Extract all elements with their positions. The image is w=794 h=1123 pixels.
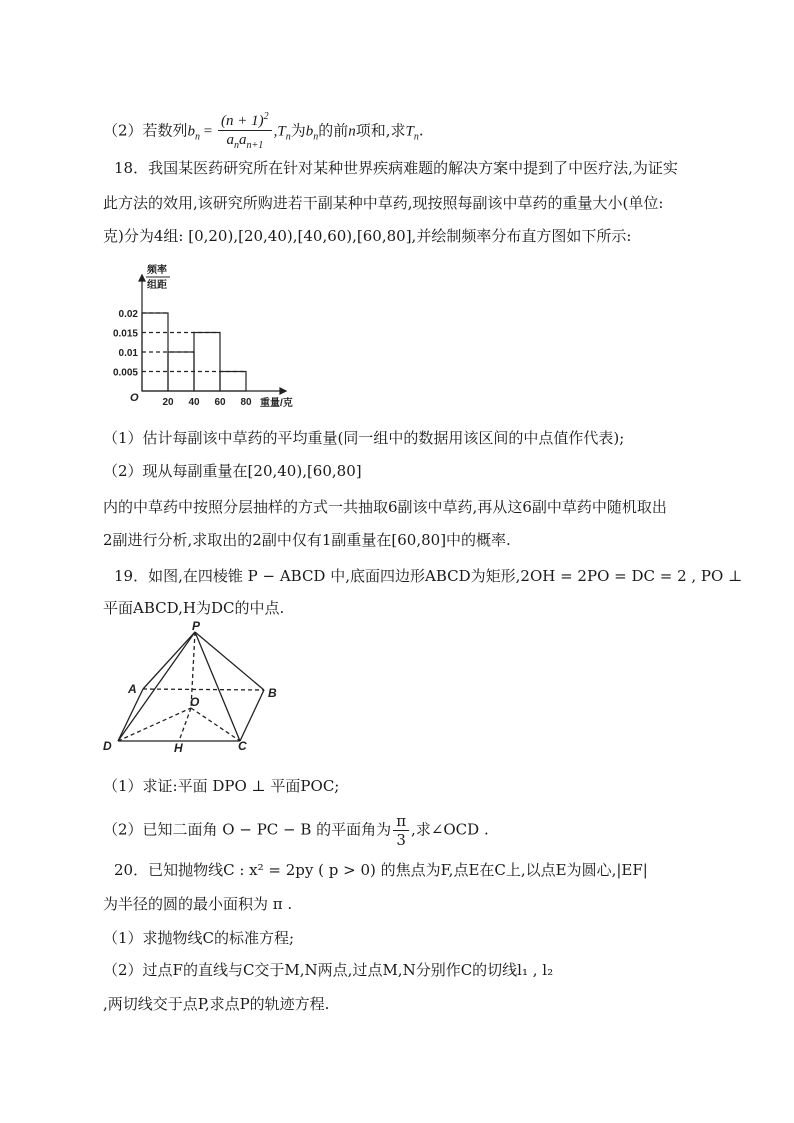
label-C: C [238, 739, 247, 753]
b-var: b [187, 123, 196, 140]
edge-PC [195, 632, 240, 741]
q18-line1: 18．我国某医药研究所在针对某种世界疾病难题的解决方案中提到了中医疗法,为证实 [114, 159, 678, 177]
label-O: O [190, 695, 200, 709]
q18-line3: 克)分为4组: [0,20),[20,40),[40,60),[60,80],并绘制频率分布直方图如下所示: [103, 227, 632, 245]
num-exp: 2 [263, 111, 269, 122]
q18-line2: 此方法的效用,该研究所购进若干副某种中草药,现按照每副该中草药的重量大小(单位: [103, 194, 664, 212]
q19-part2-suffix: ,求∠OCD . [411, 820, 489, 839]
y-axis-arrow [139, 275, 145, 281]
xlabel: 重量/克 [260, 398, 293, 409]
edge-AB [143, 689, 264, 690]
label-H: H [174, 741, 183, 755]
ylabel-bottom: 组距 [147, 280, 167, 291]
t-sub: n [285, 131, 291, 143]
q19-part2-prefix: （2）已知二面角 O − PC − B 的平面角为 [103, 820, 392, 839]
edge-PA [143, 632, 195, 689]
xtick-label: 80 [240, 397, 252, 408]
label-D: D [103, 739, 112, 753]
q19-part1: （1）求证:平面 DPO ⊥ 平面POC; [103, 777, 340, 795]
x-axis-arrow [280, 388, 286, 394]
xtick-label: 20 [162, 397, 174, 408]
label-B: B [268, 686, 277, 700]
fraction [218, 108, 272, 155]
num-text: (n + 1) [221, 113, 264, 129]
label-P: P [192, 620, 201, 633]
q18-line4: 内的中草药中按照分层抽样的方式一共抽取6副该中草药,再从这6副中草药中随机取出 [103, 498, 667, 516]
xtick-label: 40 [188, 397, 200, 408]
den-a1: a [226, 132, 234, 148]
pi-num: π [393, 812, 409, 831]
edge-PB [195, 632, 264, 690]
edge-AD [118, 689, 143, 741]
t-end-sub: n [413, 131, 419, 143]
q20-line1: 20．已知抛物线C : x² = 2py ( p > 0) 的焦点为F,点E在C上,以点E为圆心,|EF| [114, 861, 648, 879]
pyramid-figure [98, 620, 298, 755]
wei: 为 [290, 121, 306, 140]
den-sub2: n+1 [246, 140, 264, 151]
pi-den: 3 [396, 831, 406, 849]
de-qian: 的前 [318, 121, 349, 140]
t-var: ,T [273, 123, 286, 140]
histogram-chart [100, 255, 340, 415]
eq-sign: = [200, 123, 217, 140]
n-var: n [348, 123, 356, 140]
q20-line3: ,两切线交于点P,求点P的轨迹方程. [103, 995, 330, 1013]
q19-part2 [103, 812, 489, 849]
q18-line5: 2副进行分析,求取出的2副中仅有1副重量在[60,80]中的概率. [103, 531, 511, 549]
bar-4 [220, 372, 246, 392]
den-a2: a [238, 132, 247, 148]
label-A: A [128, 682, 137, 696]
b-var-2: b [305, 123, 314, 140]
q18-part1: （1）估计每副该中草药的平均重量(同一组中的数据用该区间的中点值作代表); [103, 429, 625, 447]
q18-part2: （2）现从每副重量在[20,40),[60,80] [103, 462, 362, 480]
ytick-label: 0.005 [112, 367, 138, 379]
pi-over-3 [393, 812, 409, 849]
ytick-label: 0.02 [118, 309, 138, 320]
den-sub1: n [233, 140, 239, 151]
t-end: T [405, 123, 414, 140]
xtick-label: 60 [214, 397, 226, 408]
origin-label: O [130, 392, 139, 404]
ylabel-top: 频率 [147, 265, 167, 276]
edge-OH [179, 708, 191, 741]
q19-line1: 19．如图,在四棱锥 P − ABCD 中,底面四边形ABCD为矩形,2OH = 2PO = DC = 2 , PO ⊥ [114, 567, 743, 585]
end-dot: . [418, 121, 424, 140]
bar-3 [194, 333, 220, 392]
q17-part2 [103, 108, 424, 155]
edge-CB [240, 690, 264, 741]
q19-line2: 平面ABCD,H为DC的中点. [103, 599, 285, 617]
b-sub: n [195, 131, 201, 143]
q17-part2-prefix: （2）若数列 [103, 121, 188, 140]
ytick-label: 0.015 [112, 328, 138, 340]
ytick-label: 0.01 [118, 348, 138, 359]
frac-num [218, 108, 272, 131]
q20-part2: （2）过点F的直线与C交于M,N两点,过点M,N分别作C的切线l₁ , l₂ [103, 961, 554, 979]
b-sub-2: n [313, 131, 319, 143]
q20-line2: 为半径的圆的最小面积为 π . [103, 895, 293, 913]
frac-den [218, 131, 272, 155]
q20-part1: （1）求抛物线C的标准方程; [103, 929, 295, 947]
tail: 项和,求 [355, 121, 406, 140]
